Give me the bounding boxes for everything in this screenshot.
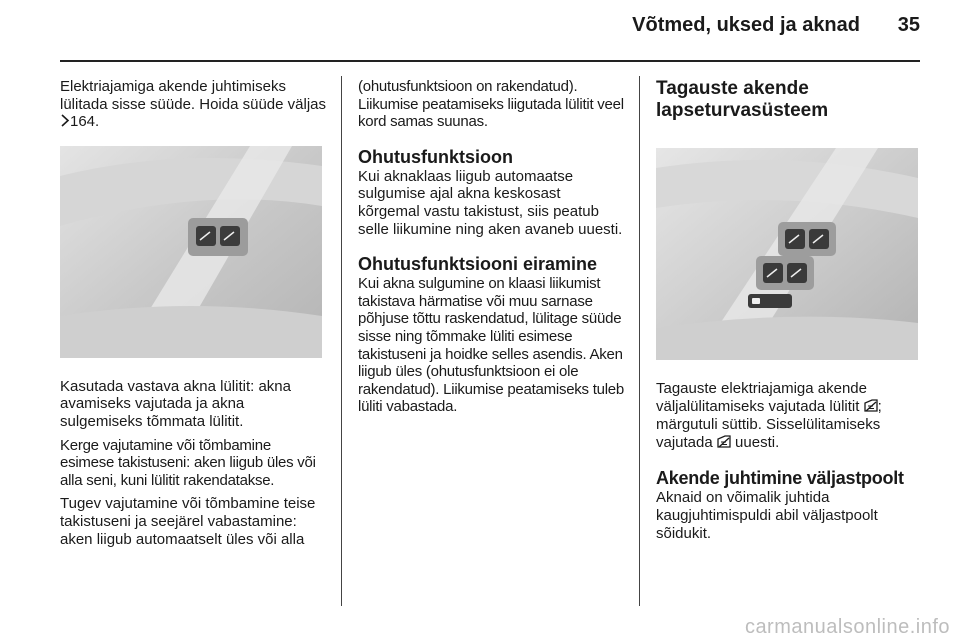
column-divider-1	[341, 76, 342, 606]
intro-paragraph	[60, 78, 328, 132]
reference-arrow-icon[interactable]	[60, 114, 70, 132]
header-rule	[60, 60, 920, 62]
column-2	[358, 78, 626, 422]
window-switch-photo	[60, 146, 322, 358]
paragraph-remote-control: Aknaid on võimalik juhtida kaugjuhtimispuldi abil väljastpoolt sõidukit.	[656, 489, 878, 542]
child-lock-text-2: ; märgutuli süttib. Sisselülitamiseks vajutada	[656, 397, 882, 451]
intro-text: Elektriajamiga akende juhtimiseks lülitada sisse süüde. Hoida süüde väljas	[60, 78, 326, 113]
paragraph-safety-function: Kui aknaklaas liigub automaatse sulgumise ajal akna keskosast kõrgemal vastu takistust, siis peatub selle liikumine ning aken avaneb uuesti.	[358, 167, 623, 238]
page-number: 35	[897, 14, 920, 36]
paragraph-continued: (ohutusfunktsioon on rakendatud). Liikumise peatamiseks liigutada lülitit veel kord samas suunas.	[358, 78, 624, 131]
column-3	[656, 78, 924, 548]
paragraph-switch-usage: Kasutada vastava akna lülitit: akna avamiseks vajutada ja akna sulgemiseks tõmmata lülitit.	[60, 377, 291, 430]
page-header-title: Võtmed, uksed ja aknad	[632, 14, 860, 36]
child-lock-text-3: uuesti.	[730, 433, 780, 451]
child-lock-window-icon	[717, 435, 731, 453]
paragraph-strong-press: Tugev vajutamine või tõmbamine teise takistuseni ja seejärel vabastamine: aken liigub automaatselt üles või alla	[60, 495, 316, 548]
paragraph-child-lock	[656, 380, 924, 452]
heading-remote-control: Akende juhtimine väljastpoolt	[656, 468, 904, 489]
rear-window-child-lock-photo	[656, 148, 918, 360]
column-1	[60, 78, 328, 554]
child-lock-text-1: Tagauste elektriajamiga akende väljalülitamiseks vajutada lülitit	[656, 380, 867, 415]
heading-safety-override: Ohutusfunktsiooni eiramine	[358, 254, 598, 275]
child-lock-window-icon	[864, 399, 878, 417]
paragraph-safety-override: Kui akna sulgumine on klaasi liikumist takistava härmatise või muu sarnase põhjuse tõttu raskendatud, lülitage süüde sisse ning tõmmake lüliti esimese takistuseni ja hoidke selles asendis. Aken liigub üles (ohutusfunktsioon ei ole rakendatud). Liikumise peatamiseks tuleb lüliti vabastada.	[358, 275, 624, 416]
intro-page-reference[interactable]: 164.	[70, 113, 100, 131]
paragraph-light-press: Kerge vajutamine või tõmbamine esimese takistuseni: aken liigub üles või alla seni, kuni lülitit rakendatakse.	[60, 436, 316, 489]
heading-child-lock: Tagauste akende lapseturvasüsteem	[656, 78, 829, 121]
column-divider-2	[639, 76, 640, 606]
watermark: carmanualsonline.info	[744, 616, 950, 638]
heading-safety-function: Ohutusfunktsioon	[358, 146, 513, 167]
